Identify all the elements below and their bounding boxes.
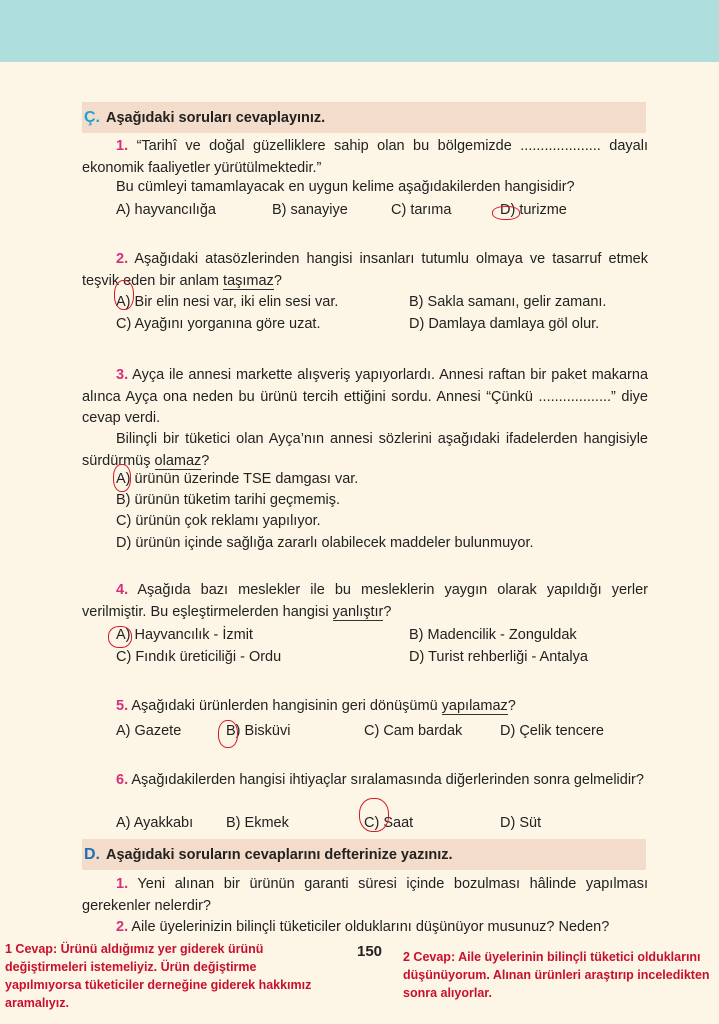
question-number: 2. (116, 251, 129, 267)
question-number: 6. (116, 772, 129, 788)
q6-option-c[interactable]: C) Saat (364, 815, 414, 831)
question-number: 3. (116, 367, 129, 383)
q6-text (82, 770, 648, 792)
q1-option-b[interactable]: B) sanayiye (272, 202, 348, 218)
q6-option-b[interactable]: B) Ekmek (226, 815, 289, 831)
q4-option-d[interactable]: D) Turist rehberliği - Antalya (409, 649, 588, 665)
section-d-header (82, 839, 646, 870)
section-title: Aşağıdaki soruları cevaplayınız. (106, 110, 326, 126)
q3-option-d[interactable]: D) ürünün içinde sağlığa zararlı olabilecek maddeler bulunmuyor. (116, 535, 534, 551)
q5-stem: Aşağıdaki ürünlerden hangisinin geri dönüşümü (131, 698, 438, 714)
q5-text (116, 696, 516, 717)
question-number: 1. (116, 876, 129, 892)
q6-option-a[interactable]: A) Ayakkabı (116, 815, 194, 831)
q2-end: ? (273, 272, 282, 289)
q2-option-d[interactable]: D) Damlaya damlaya göl olur. (409, 316, 600, 332)
answer-mark (492, 206, 520, 220)
q1-option-d[interactable]: D) turizme (500, 202, 567, 218)
d-q1-text: Yeni alınan bir ürünün garanti süresi içinde bozulması hâlinde yapılması gerekenler nelerdir? (82, 876, 648, 914)
q3-question (82, 429, 648, 472)
q4-stem: Aşağıda bazı meslekler ile bu mesleklerin yaygın olarak yapıldığı yerler verilmiştir. Bu eşleştirmelerden hangisi (82, 582, 648, 620)
q2-stem: Aşağıdaki atasözlerinden hangisi insanları tutumlu olmaya ve tasarruf etmek teşvik eden bir anlam (82, 251, 648, 289)
q5-end: ? (507, 698, 516, 714)
q6-option-d[interactable]: D) Süt (500, 815, 542, 831)
q1-question: Bu cümleyi tamamlayacak en uygun kelime aşağıdakilerden hangisidir? (116, 179, 575, 195)
q2-option-a[interactable]: A) Bir elin nesi var, iki elin sesi var. (116, 294, 339, 310)
answer-mark (114, 280, 134, 310)
q3-option-b[interactable]: B) ürünün tüketim tarihi geçmemiş. (116, 492, 341, 508)
q5-option-c[interactable]: C) Cam bardak (364, 723, 463, 739)
q4-option-c[interactable]: C) Fındık üreticiliği - Ordu (116, 649, 282, 665)
section-letter: Ç. (84, 109, 100, 126)
q4-option-a[interactable]: A) Hayvancılık - İzmit (116, 627, 253, 643)
q2-option-c[interactable]: C) Ayağını yorganına göre uzat. (116, 316, 321, 332)
underlined-word: taşımaz (223, 272, 274, 289)
section-title: Aşağıdaki soruların cevaplarını defterinize yazınız. (106, 847, 453, 863)
q3-option-a[interactable]: A) ürünün üzerinde TSE damgası var. (116, 471, 359, 487)
answer-mark (108, 626, 132, 648)
q1-option-a[interactable]: A) hayvancılığa (116, 202, 216, 218)
q3-question-text: Bilinçli bir tüketici olan Ayça’nın annesi sözlerini aşağıdaki ifadelerden hangisiyle sürdürmüş (82, 431, 648, 469)
question-number: 1. (116, 138, 129, 154)
question-number: 2. (116, 919, 129, 935)
q5-option-d[interactable]: D) Çelik tencere (500, 723, 604, 739)
underlined-word: olamaz (154, 452, 202, 469)
page-number: 150 (357, 943, 383, 960)
q4-end: ? (383, 603, 392, 620)
question-number: 5. (116, 698, 129, 714)
q2-text (82, 249, 648, 292)
top-band (0, 0, 719, 62)
q2-option-b[interactable]: B) Sakla samanı, gelir zamanı. (409, 294, 607, 310)
underlined-word: yanlıştır (332, 603, 384, 620)
q3-end: ? (201, 452, 210, 469)
q4-option-b[interactable]: B) Madencilik - Zonguldak (409, 627, 577, 643)
answer-mark (218, 720, 238, 748)
answer-2: 2 Cevap: Aile üyelerinin bilinçli tüketici olduklarını düşünüyorum. Alınan ürünleri araştırıp inceledikten sonra alıyorlar. (403, 950, 710, 1000)
q1-stem: “Tarihî ve doğal güzelliklere sahip olan bu bölgemizde .................... dayalı ekonomik faaliyetler yürütülmektedir.” (82, 138, 648, 176)
q4-text (82, 580, 648, 623)
section-c-header (82, 102, 646, 133)
d-q2 (116, 919, 609, 935)
q3-option-c[interactable]: C) ürünün çok reklamı yapılıyor. (116, 513, 321, 529)
d-q2-text: Aile üyelerinizin bilinçli tüketiciler olduklarını düşünüyor musunuz? Neden? (131, 919, 610, 935)
d-q1 (82, 874, 648, 917)
answer-1: 1 Cevap: Ürünü aldığımız yer giderek ürünü değiştirmeleri istemeliyiz. Ürün değiştirme yapılmıyorsa tüketiciler derneğine giderek hakkımız aramalıyız. (5, 942, 312, 1010)
section-letter: D. (84, 846, 100, 863)
question-number: 4. (116, 582, 129, 598)
answer-mark (359, 798, 389, 832)
q3-text (82, 365, 648, 430)
q3-stem: Ayça ile annesi markette alışveriş yapıyorlardı. Annesi raftan bir paket makarna alınca Ayça ona neden bu ürünü tercih ettiğini sordu. Annesi “Çünkü ..................” diye cevap verdi. (82, 367, 649, 426)
answer-mark (113, 464, 131, 492)
q6-stem: Aşağıdakilerden hangisi ihtiyaçlar sıralamasında diğerlerinden sonra gelmelidir? (131, 772, 644, 788)
underlined-word: yapılamaz (441, 698, 508, 714)
q5-option-a[interactable]: A) Gazete (116, 723, 182, 739)
q5-option-b[interactable]: B) Bisküvi (226, 723, 291, 739)
q1-option-c[interactable]: C) tarıma (391, 202, 452, 218)
q1-text (82, 136, 648, 179)
